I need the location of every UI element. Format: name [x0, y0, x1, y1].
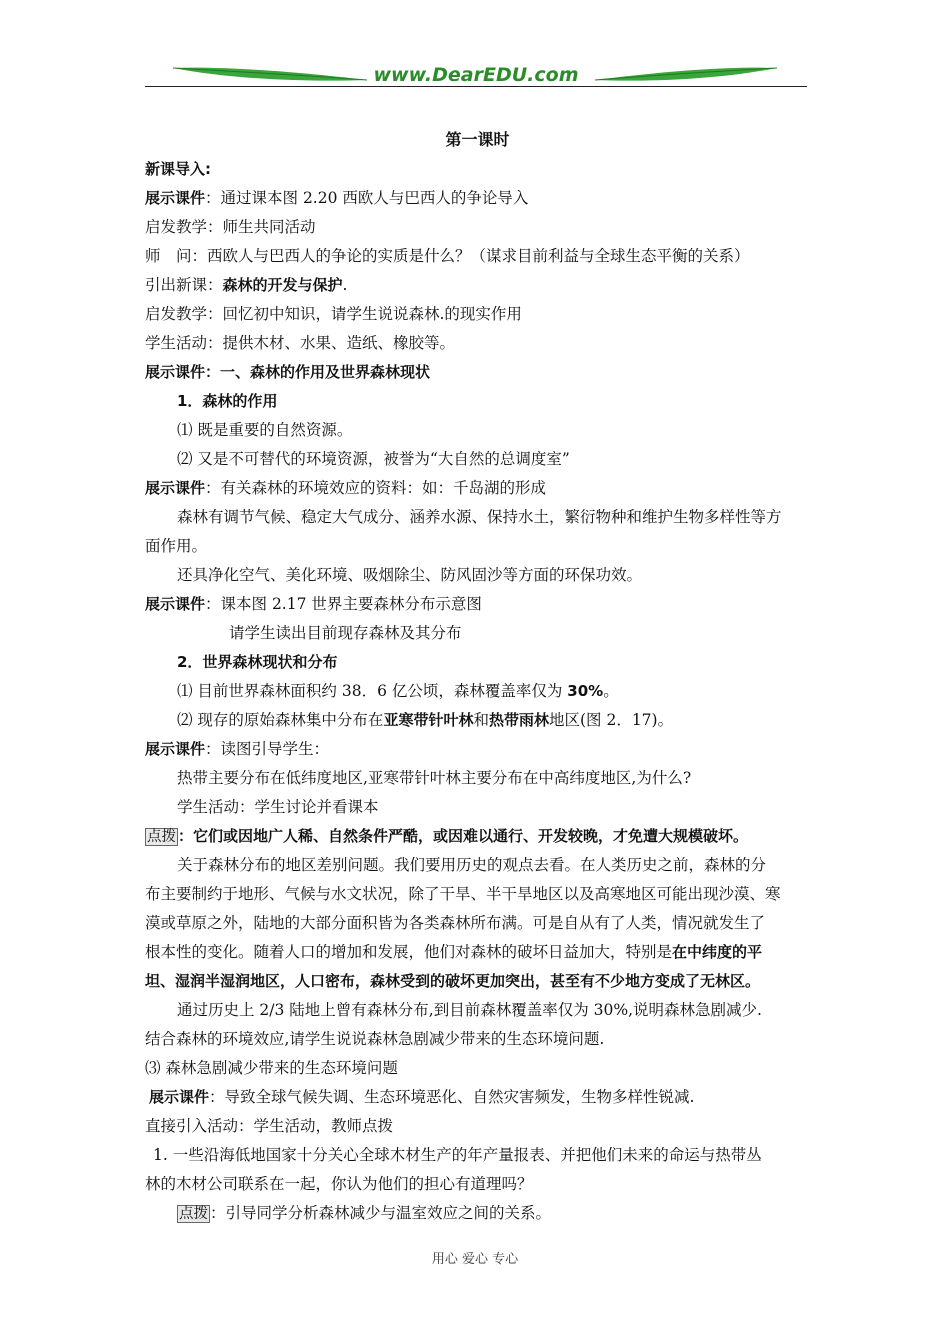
text-line: 学生活动：提供木材、水果、造纸、橡胶等。 — [145, 334, 456, 352]
text-line: 还具净化空气、美化环境、吸烟除尘、防风固沙等方面的环保功效。 — [177, 566, 643, 584]
line-text: ：课本图 2.17 世界主要森林分布示意图 — [205, 595, 482, 613]
text-line: ⑴ 既是重要的自然资源。 — [177, 421, 353, 439]
text-line — [177, 708, 673, 732]
line-text: ：导致全球气候失调、生态环境恶化、自然灾害频发，生物多样性锐减. — [209, 1088, 695, 1106]
text-line: 1. 一些沿海低地国家十分关心全球木材生产的年产量报表、并把他们未来的命运与热带丛 — [153, 1146, 762, 1164]
text-line: 热带主要分布在低纬度地区,亚寒带针叶林主要分布在中高纬度地区,为什么? — [177, 769, 692, 787]
line-text: . — [342, 276, 348, 294]
text-line: 漠或草原之外，陆地的大部分面积皆为各类森林所布满。可是自从有了人类，情况就发生了 — [145, 914, 766, 932]
text-line — [145, 273, 347, 297]
label-courseware: 展示课件 — [145, 479, 206, 497]
line-text: 地区(图 2．17)。 — [548, 711, 674, 729]
lesson-topic: 森林的开发与保护 — [222, 276, 343, 294]
line-text: ：有关森林的环境效应的资料：如：千岛湖的形成 — [205, 479, 547, 497]
text-line — [145, 157, 211, 181]
text-line — [145, 737, 329, 761]
site-logo-text: www.DearEDU.com — [373, 64, 579, 86]
text-line — [145, 940, 762, 964]
text-line: 关于森林分布的地区差别问题。我们要用历史的观点去看。在人类历史之前，森林的分 — [177, 856, 767, 874]
text-line: 森林有调节气候、稳定大气成分、涵养水源、保持水土，繁衍物种和维护生物多样性等方 — [177, 508, 782, 526]
label-courseware: 展示课件 — [145, 740, 206, 758]
text-line: 学生活动：学生讨论并看课本 — [177, 798, 379, 816]
coverage-rate: 30% — [567, 682, 604, 700]
text-line — [145, 592, 482, 616]
label-courseware: 展示课件 — [145, 595, 206, 613]
label-courseware: 展示课件 — [145, 189, 206, 207]
line-text: 引出新课： — [145, 276, 223, 294]
emphasis-text: 在中纬度的平 — [672, 943, 763, 961]
line-text: ：读图引导学生： — [205, 740, 330, 758]
text-line — [177, 679, 619, 703]
page-title: 第一课时 — [445, 130, 510, 149]
hint-text: ：它们或因地广人稀、自然条件严酷，或因难以通行、开发较晚，才免遭大规模破坏。 — [178, 827, 749, 845]
forest-type: 亚寒带针叶林 — [383, 711, 474, 729]
text-line — [177, 650, 337, 674]
text-line: 布主要制约于地形、气候与水文状况，除了干旱、半干旱地区以及高寒地区可能出现沙漠、寒 — [145, 885, 781, 903]
section-label: 新课导入: — [145, 160, 211, 178]
text-line: 启发教学：师生共同活动 — [145, 218, 316, 236]
line-text: 和 — [473, 711, 489, 729]
text-line: ⑵ 又是不可替代的环境资源，被誉为“大自然的总调度室” — [177, 450, 570, 468]
text-line: ⑶ 森林急剧减少带来的生态环境问题 — [145, 1059, 398, 1077]
line-text: ：通过课本图 2.20 西欧人与巴西人的争论导入 — [205, 189, 529, 207]
text-line — [145, 969, 760, 993]
subheading: 1．森林的作用 — [177, 392, 278, 410]
text-line — [145, 824, 748, 849]
label-courseware: 展示课件 — [149, 1088, 210, 1106]
text-line: 直接引入活动：学生活动，教师点拨 — [145, 1117, 394, 1135]
text-line — [145, 186, 528, 210]
text-line: 师 问：西欧人与巴西人的争论的实质是什么？（谋求目前利益与全球生态平衡的关系） — [145, 247, 750, 265]
header-rule — [145, 86, 807, 87]
text-line: 面作用。 — [145, 537, 208, 555]
hint-label: 点拨 — [179, 1206, 208, 1222]
text-line — [149, 1085, 694, 1109]
text-line — [145, 476, 546, 500]
text-line — [177, 1201, 551, 1226]
emphasis-text: 坦、湿润半湿润地区，人口密布，森林受到的破坏更加突出，甚至有不少地方变成了无林区。 — [145, 972, 761, 990]
line-text: ：引导同学分析森林减少与温室效应之间的关系。 — [210, 1204, 552, 1222]
page-footer: 用心 爱心 专心 — [431, 1252, 519, 1267]
forest-type: 热带雨林 — [488, 711, 549, 729]
site-header-logo — [145, 62, 807, 92]
subheading: 2．世界森林现状和分布 — [177, 653, 338, 671]
text-line: 请学生读出目前现存森林及其分布 — [229, 624, 462, 642]
text-line: 通过历史上 2/3 陆地上曾有森林分布,到目前森林覆盖率仅为 30%,说明森林急剧减少. — [177, 1001, 762, 1019]
line-text: 根本性的变化。随着人口的增加和发展，他们对森林的破坏日益加大，特别是 — [145, 943, 673, 961]
text-line: 启发教学：回忆初中知识，请学生说说森林.的现实作用 — [145, 305, 522, 323]
line-text: ⑴ 目前世界森林面积约 38．6 亿公顷，森林覆盖率仅为 — [177, 682, 568, 700]
section-heading: 展示课件：一、森林的作用及世界森林现状 — [145, 363, 431, 381]
text-line: 结合森林的环境效应,请学生说说森林急剧减少带来的生态环境问题. — [145, 1030, 605, 1048]
text-line — [177, 389, 277, 413]
hint-label: 点拨 — [147, 829, 176, 845]
text-line — [145, 360, 430, 384]
line-text: 。 — [603, 682, 619, 700]
line-text: ⑵ 现存的原始森林集中分布在 — [177, 711, 384, 729]
text-line: 林的木材公司联系在一起，你认为他们的担心有道理吗？ — [145, 1175, 533, 1193]
